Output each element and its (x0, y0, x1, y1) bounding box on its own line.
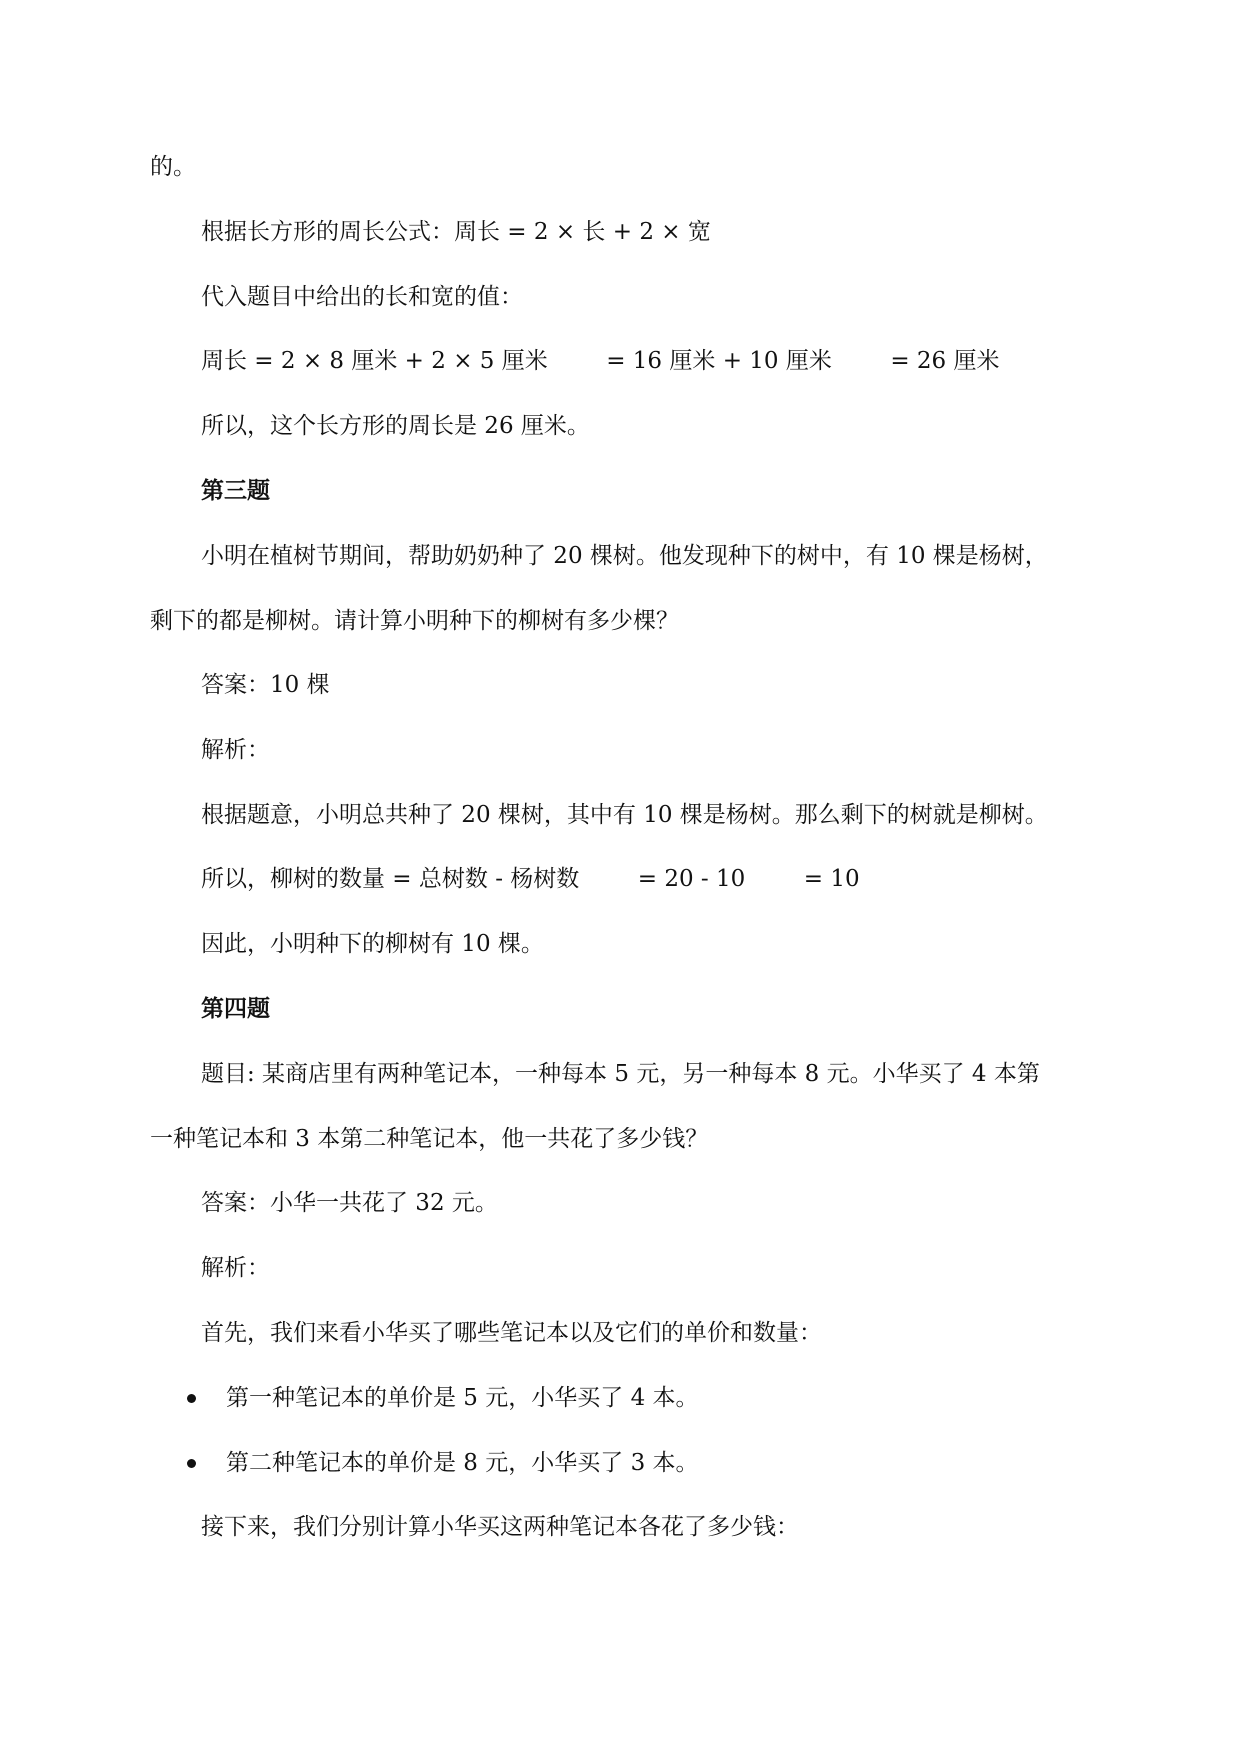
question-3-analysis-label: 解析： (201, 737, 270, 763)
question-3-answer: 答案：10 棵 (201, 672, 330, 698)
question-3-text-line-1: 小明在植树节期间，帮助奶奶种了 20 棵树。他发现种下的树中，有 10 棵是杨树， (201, 543, 1048, 569)
question-3-calculation: 所以，柳树的数量 = 总树数 - 杨树数 = 20 - 10 = 10 (201, 866, 860, 892)
list-item: 第一种笔记本的单价是 5 元，小华买了 4 本。 (226, 1385, 699, 1411)
perimeter-calculation: 周长 = 2 × 8 厘米 + 2 × 5 厘米 = 16 厘米 + 10 厘米 = 26 厘米 (201, 348, 1000, 374)
perimeter-formula: 根据长方形的周长公式：周长 = 2 × 长 + 2 × 宽 (201, 219, 711, 245)
substitution-intro: 代入题目中给出的长和宽的值： (201, 284, 523, 310)
question-4-text-line-2: 一种笔记本和 3 本第二种笔记本，他一共花了多少钱？ (150, 1126, 709, 1152)
bullet-icon (187, 1394, 196, 1403)
bullet-icon (187, 1459, 196, 1468)
question-4-analysis-label: 解析： (201, 1255, 270, 1281)
question-3-text-line-2: 剩下的都是柳树。请计算小明种下的柳树有多少棵？ (150, 608, 679, 634)
question-4-answer: 答案：小华一共花了 32 元。 (201, 1190, 498, 1216)
question-3-analysis-1: 根据题意，小明总共种了 20 棵树，其中有 10 棵是杨树。那么剩下的树就是柳树。 (201, 802, 1048, 828)
question-3-conclusion: 因此，小明种下的柳树有 10 棵。 (201, 931, 544, 957)
list-item: 第二种笔记本的单价是 8 元，小华买了 3 本。 (226, 1450, 699, 1476)
question-4-analysis-intro: 首先，我们来看小华买了哪些笔记本以及它们的单价和数量： (201, 1320, 822, 1346)
question-4-text-line-1: 题目: 某商店里有两种笔记本，一种每本 5 元，另一种每本 8 元。小华买了 4 本第 (201, 1061, 1040, 1087)
question-4-next-step: 接下来，我们分别计算小华买这两种笔记本各花了多少钱： (201, 1514, 799, 1540)
heading-question-3: 第三题 (201, 477, 270, 504)
heading-question-4: 第四题 (201, 995, 270, 1022)
perimeter-conclusion: 所以，这个长方形的周长是 26 厘米。 (201, 413, 590, 439)
paragraph-continuation: 的。 (150, 154, 196, 180)
